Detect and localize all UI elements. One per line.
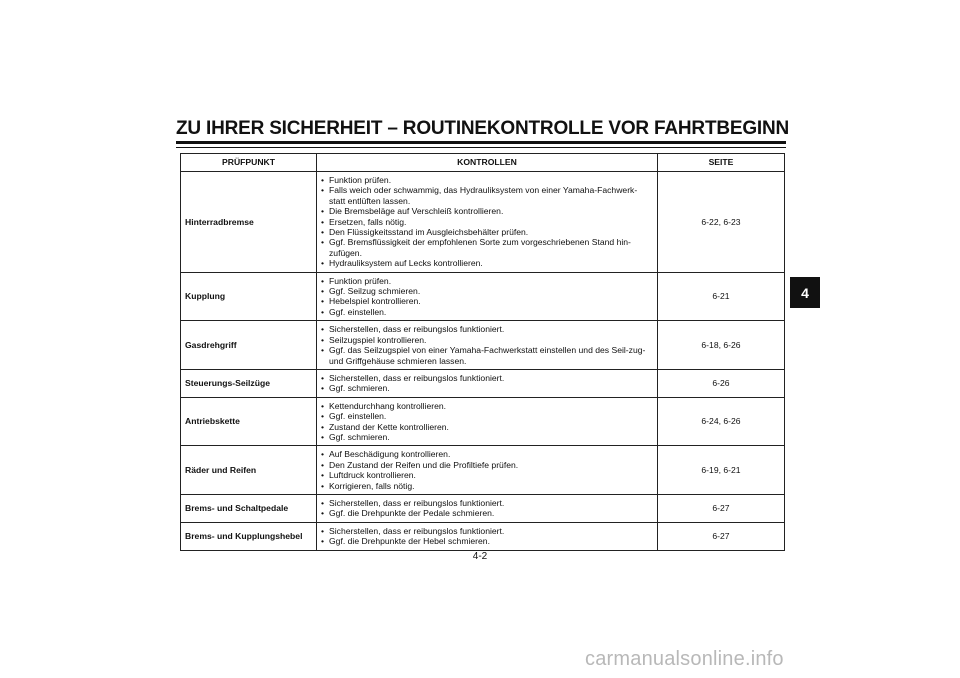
check-item: • Ggf. das Seilzugspiel von einer Yamaha-Fachwerkstatt einstellen und des Seil-zug- und Griffgehäuse schmieren lassen. <box>321 345 653 366</box>
check-item: • Seilzugspiel kontrollieren. <box>321 335 653 345</box>
table-row <box>181 369 785 397</box>
check-list <box>321 324 653 366</box>
check-item: • Sicherstellen, dass er reibungslos funktioniert. <box>321 526 653 536</box>
page-ref: 6-27 <box>658 522 785 550</box>
header-checks: KONTROLLEN <box>317 154 658 172</box>
check-list <box>321 175 653 269</box>
check-list <box>321 449 653 491</box>
check-item: • Falls weich oder schwammig, das Hydrauliksystem von einer Yamaha-Fachwerk-statt entlüften lassen. <box>321 185 653 206</box>
check-point: Hinterradbremse <box>181 172 317 273</box>
page-ref: 6-24, 6-26 <box>658 397 785 446</box>
check-item: • Ggf. die Drehpunkte der Pedale schmieren. <box>321 508 653 518</box>
checks-cell <box>317 522 658 550</box>
checks-cell <box>317 446 658 495</box>
check-item: • Ggf. Seilzug schmieren. <box>321 286 653 296</box>
check-item: • Luftdruck kontrollieren. <box>321 470 653 480</box>
page-ref: 6-22, 6-23 <box>658 172 785 273</box>
chapter-tab: 4 <box>790 277 820 308</box>
header-page: SEITE <box>658 154 785 172</box>
check-item: • Zustand der Kette kontrollieren. <box>321 422 653 432</box>
table-row <box>181 272 785 321</box>
page-ref: 6-19, 6-21 <box>658 446 785 495</box>
checks-cell <box>317 494 658 522</box>
checks-cell <box>317 172 658 273</box>
check-item: • Funktion prüfen. <box>321 276 653 286</box>
check-item: • Ggf. die Drehpunkte der Hebel schmieren. <box>321 536 653 546</box>
check-item: • Ggf. Bremsflüssigkeit der empfohlenen Sorte zum vorgeschriebenen Stand hin-zufügen. <box>321 237 653 258</box>
check-point: Brems- und Kupplungshebel <box>181 522 317 550</box>
table-row <box>181 446 785 495</box>
watermark: carmanualsonline.info <box>585 648 784 670</box>
check-item: • Ggf. schmieren. <box>321 432 653 442</box>
title-rule-thick <box>176 141 786 144</box>
check-list <box>321 526 653 547</box>
checks-cell <box>317 272 658 321</box>
check-item: • Hebelspiel kontrollieren. <box>321 296 653 306</box>
page-title: ZU IHRER SICHERHEIT – ROUTINEKONTROLLE VOR FAHRTBEGINN <box>176 118 790 139</box>
checks-cell <box>317 397 658 446</box>
header-check-point: PRÜFPUNKT <box>181 154 317 172</box>
check-point: Gasdrehgriff <box>181 321 317 370</box>
table-row <box>181 172 785 273</box>
check-point: Steuerungs-Seilzüge <box>181 369 317 397</box>
routine-check-table <box>180 153 785 551</box>
check-list <box>321 401 653 443</box>
check-point: Räder und Reifen <box>181 446 317 495</box>
check-item: • Ggf. einstellen. <box>321 307 653 317</box>
check-item: • Ggf. schmieren. <box>321 383 653 393</box>
check-item: • Hydrauliksystem auf Lecks kontrollieren. <box>321 258 653 268</box>
page-ref: 6-26 <box>658 369 785 397</box>
check-item: • Kettendurchhang kontrollieren. <box>321 401 653 411</box>
check-item: • Die Bremsbeläge auf Verschleiß kontrollieren. <box>321 206 653 216</box>
table-row <box>181 522 785 550</box>
check-point: Kupplung <box>181 272 317 321</box>
check-point: Brems- und Schaltpedale <box>181 494 317 522</box>
table-header-row <box>181 154 785 172</box>
page-ref: 6-18, 6-26 <box>658 321 785 370</box>
check-item: • Sicherstellen, dass er reibungslos funktioniert. <box>321 373 653 383</box>
page-ref: 6-21 <box>658 272 785 321</box>
table-row <box>181 397 785 446</box>
page-number: 4-2 <box>472 551 488 562</box>
check-item: • Den Flüssigkeitsstand im Ausgleichsbehälter prüfen. <box>321 227 653 237</box>
check-item: • Ggf. einstellen. <box>321 411 653 421</box>
check-list <box>321 373 653 394</box>
check-item: • Korrigieren, falls nötig. <box>321 481 653 491</box>
check-item: • Funktion prüfen. <box>321 175 653 185</box>
check-item: • Sicherstellen, dass er reibungslos funktioniert. <box>321 324 653 334</box>
title-rule-thin <box>176 147 786 148</box>
check-item: • Sicherstellen, dass er reibungslos funktioniert. <box>321 498 653 508</box>
check-point: Antriebskette <box>181 397 317 446</box>
check-list <box>321 498 653 519</box>
checks-cell <box>317 369 658 397</box>
page-ref: 6-27 <box>658 494 785 522</box>
table-row <box>181 321 785 370</box>
check-item: • Den Zustand der Reifen und die Profiltiefe prüfen. <box>321 460 653 470</box>
table-row <box>181 494 785 522</box>
check-item: • Auf Beschädigung kontrollieren. <box>321 449 653 459</box>
check-list <box>321 276 653 318</box>
checks-cell <box>317 321 658 370</box>
check-item: • Ersetzen, falls nötig. <box>321 217 653 227</box>
